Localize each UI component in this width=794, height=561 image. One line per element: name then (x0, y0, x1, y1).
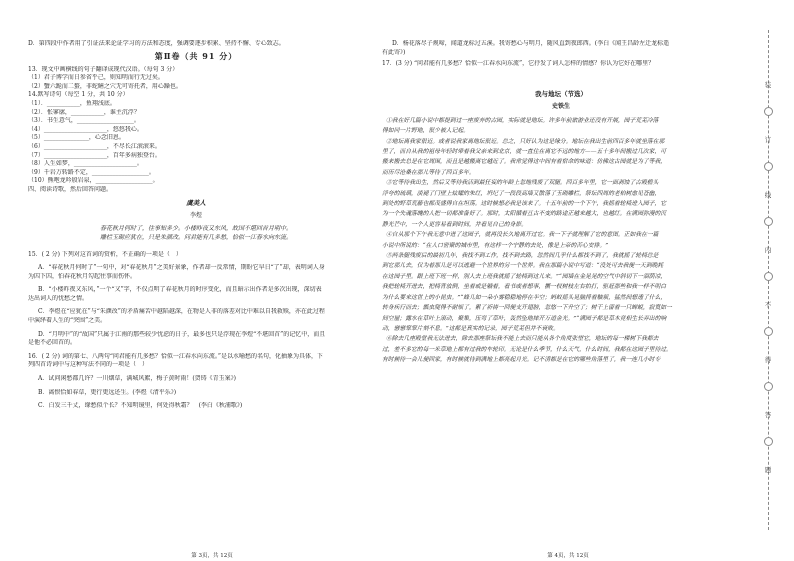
q13-item-1: （1）君子博学而日参省乎己，则知明而行无过矣。 (28, 74, 164, 82)
q13-item-2: （2）蟹六跪而二螯，非蛇鳝之穴无可寄托者，用心躁也。 (28, 82, 182, 90)
q14-blank-6[interactable]: （6）_____________________，不尽长江滚滚来。 (28, 142, 161, 150)
binding-char: 题 (764, 466, 772, 474)
essay-body (382, 116, 740, 366)
essay-title: 我与地坛（节选） (535, 89, 587, 98)
q16-option-b[interactable]: B．离恨恰如春草，更行更远还生。(李煜《清平乐》) (38, 388, 177, 396)
binding-char: 得 (764, 356, 772, 364)
q15-option-a[interactable]: A．“春花秋月何时了”一句中，对“春花秋月”之美好景象，作者却一反常情，期盼它早日“了”却，表明词人身 (38, 264, 325, 272)
q16-option-c[interactable]: C．白发三千丈，缘愁似个长？不知明镜里，何处得秋霜？ (李白《秋浦歌》) (38, 402, 243, 410)
q16-prompt-cont: 列四首诗词中与这种写法不同的一项是（ ） (28, 361, 149, 369)
q14-blank-4[interactable]: （4）_____________________，悠悠我心。 (28, 125, 143, 133)
page-number-left: 第 3页，共 12页 (191, 553, 233, 559)
essay-line: 为什么要来这世上的小昆虫。”“蜂儿如一朵小雾稳稳地停在半空；蚂蚁摇头晃脑捋着触须，猛然间想透了什么， (382, 294, 667, 301)
q16-option-a[interactable]: A．试问闲愁都几许？一川烟草，满城风絮，梅子黄时雨！(贺铸《青玉案》) (38, 375, 237, 383)
q15-prompt: 15．( 2 分) 下列对这首词的赏析，不正确的一项是（ ） (28, 250, 182, 258)
binding-margin (748, 0, 794, 561)
binding-char: 答 (764, 411, 772, 419)
binding-hole-icon (764, 272, 773, 281)
q14-blank-3[interactable]: （3）．书生意气，___________________。 (28, 117, 140, 125)
q14-blank-7[interactable]: （7）_____________________，百年多病独登台。 (28, 151, 161, 159)
binding-hole-icon (764, 162, 773, 171)
essay-line: 小说中所说的：“在人口密聚的城市里，有这样一个宁静的去处，像是上帝的苦心安排。” (382, 242, 609, 249)
q14-prompt: 14.默写诗句（每空 1 分，共 10 分） (28, 91, 129, 99)
binding-char: 线 (764, 191, 772, 199)
page-number-right: 第 4页，共 12页 (547, 553, 589, 559)
essay-line: 在这园子里。跟上班下班一样，别人去上班我就摇了轮椅到这儿来。”“园墙在金晃晃的空气中斜切下一溜荫凉， (382, 273, 667, 280)
binding-char: 内 (764, 246, 772, 254)
q15-option-d-cont: 是他不必回首的。 (28, 339, 77, 347)
essay-line: ①我在好几篇小说中都提到过一座废弃的古园，实际就是地坛。许多年前旅游业还没有开展，园子荒芜冷落 (386, 117, 659, 124)
essay-line: 得如同一片野地，很少被人记起。 (382, 128, 469, 135)
q16-prompt: 16．( 2 分) 词的第七、八两句“问君能有几多愁？恰似一江春水向东流。”是以水喻愁的名句，化抽象为具体，下 (28, 352, 323, 360)
left-page (0, 0, 368, 561)
q15-option-c-cont: 中演绎着人生的“突围”之美。 (28, 317, 107, 325)
q14-blank-9[interactable]: （9）千岩万转路不定，___________________。 (28, 168, 155, 176)
q14-blank-1[interactable]: （1）．___________，鱼翔浅底。 (28, 99, 116, 107)
essay-line: 动，窸窸窣窣片刻不息。”这都是真实的记录，园子荒芜但并不衰败。 (382, 325, 559, 332)
essay-line: ④自从那个下午我无意中进了这园子，就再没长久地离开过它。我一下子就理解了它的意图。正如我在一篇 (386, 232, 659, 239)
q12-option-d: D．第四段中作者用了引证法来论证学习的方法和态度，强调要逐步积累、坚持不懈、专心致志。 (28, 40, 285, 47)
q15-option-c[interactable]: C．李煜在“应犹在”与“朱颜改”的矛盾痛苦中越陷越深，在物是人非的落差对比中难以自我救赎，亦在此过程 (38, 308, 325, 316)
binding-hole-icon (764, 217, 773, 226)
essay-line: 间空屋；露水在草叶上滚动，聚集，压弯了草叶，轰然坠地摔开万道金光。”“满园子都是草木竞相生长弄出的响 (382, 315, 667, 322)
binding-hole-icon (764, 437, 773, 446)
essay-line: 到处的野草荒藤也都茂盛得自在坦荡。这时候想必我是该来了。十五年前的一个下午，我摇着轮椅进入园子，它 (382, 201, 667, 208)
essay-line: ⑤两条腿残废后的最初几年，我找不到工作，找不到去路，忽然间几乎什么都找不到了，我就摇了轮椅总是 (386, 253, 659, 260)
essay-line: 为一个失魂落魄的人把一切都准备好了。那时，太阳循着亘古不变的路途正越来越大，也越红。在满园弥漫的沉 (382, 211, 667, 218)
binding-hole-icon (764, 327, 773, 336)
q15-option-b-cont: 达出词人的忧愁之情。 (28, 294, 89, 302)
section-title: 第Ⅱ卷（共 91 分） (154, 50, 238, 61)
q16-option-d-cont: 有此寄》) (382, 48, 406, 56)
q17-prompt: 17．(3 分) “问君能有几多愁？恰似一江春水向东流”，它抒发了词人怎样的情感？你认为它好在哪里？ (382, 60, 655, 68)
essay-line: 而历尽沧桑在那儿等待了四百多年。 (382, 169, 475, 176)
q14-blank-8[interactable]: （8）人生如梦，_____________________。 (28, 160, 143, 168)
binding-hole-icon (764, 382, 773, 391)
poem-line-2: 雕栏玉砌应犹在，只是朱颜改。问君能有几多愁，恰似一江春水向东流。 (99, 233, 292, 241)
q13-prompt: 13．现文中画横线的句子翻译成现代汉语。（每句 3 分） (28, 65, 179, 73)
essay-line: ②地坛离我家很近。或者说我家离地坛很近。总之，只好认为这是缘分。地坛在我出生前四百多年就坐落在那 (386, 138, 665, 145)
binding-char: 不 (764, 301, 772, 309)
essay-line: ⑥除去几座殿堂我无法进去，除去那座祭坛我不能上去而只能从各个角度张望它，地坛的每一棵树下我都去 (386, 336, 659, 343)
binding-hole-icon (764, 107, 773, 116)
essay-author: 史铁生 (551, 102, 570, 110)
section-four-heading: 四、阅读诗歌，然后回答问题。 (28, 185, 113, 193)
essay-line: 过，差不多它的每一米草地上都有过我的车轮印。无论是什么季节，什么天气，什么时间，我都在这园子里待过。 (382, 346, 672, 353)
q15-option-d[interactable]: D．“月明中”的“故国”只属于江南的那些较少忧虑的日子，最多也只是浮现在李煜“不堪回首”的记忆中，而且 (38, 330, 326, 338)
q15-option-a-cont: 为囚下囚，怕春花秋月勾起往事而伤怀。 (28, 272, 137, 280)
q14-blank-2[interactable]: （2）．怅寥廓，___________，谁主沉浮？ (28, 108, 140, 116)
essay-line: 浮夸的琉璃，淡褪了门壁上炫耀的朱红，坍圮了一段段高墙又散落了玉砌雕栏，祭坛四周的老柏树愈见苍幽， (382, 190, 661, 197)
essay-line: 静光芒中，一个人更容易看到时间，并看见自己的身影。 (382, 221, 527, 228)
essay-line: ③它等待我出生，然后又等待我活到最狂妄的年龄上忽地残废了双腿。四百多年里，它一面剥蚀了古殿檐头 (386, 180, 659, 187)
poem-line-1: 春花秋月何时了，往事知多少。小楼昨夜又东风，故国不堪回首月明中。 (99, 224, 292, 232)
essay-line: 我把轮椅开进去，把椅背放倒，坐着或是躺着，看书或者想事，撅一杈树枝左右拍打，驱赶那些和我一样不明白 (382, 284, 667, 291)
q16-option-d[interactable]: D．杨花落尽子规啼，闻道龙标过五溪。我寄愁心与明月，随风直到夜郎西。(李白《闻王昌龄左迁龙标遥 (392, 40, 670, 47)
essay-line: 搬来搬去总是在它周围，而且是越搬离它越近了。我常觉得这中间有着宿命的味道：仿佛这古园就是为了等我， (382, 159, 667, 166)
binding-char: 订 (764, 136, 772, 144)
q15-option-b[interactable]: B．“小楼昨夜又东风，”一个“又”字，不仅点明了春花秋月的时序变化，而且暗示出作者是多次出现，深切表 (38, 286, 322, 294)
essay-line: 有时候待一会儿便回家，有时候就待到满地上都亮起月光。记不清都是在它的哪些角落里了，我一连几小时专 (382, 357, 661, 364)
essay-line: 转身疾行而去；瓢虫爬得不耐烦了，累了祈祷一回便支开翅膀，忽悠一下升空了；树干上留着一只蝉蜕，寂寞如一 (382, 305, 672, 312)
q14-blank-10[interactable]: （10）熊咆龙吟殷岩泉，___________________。 (28, 177, 159, 185)
q14-blank-5[interactable]: （5）_______________，心念旧恩。 (28, 134, 125, 142)
poem-title: 虞美人 (186, 198, 206, 207)
poem-author: 李煜 (189, 211, 202, 219)
right-page (374, 0, 746, 561)
binding-char: 装 (764, 81, 772, 89)
essay-line: 里了，而自从我的祖母年轻时带着我父亲来到北京，就一直住在离它不远的地方——五十多年间搬过几次家，可 (382, 149, 667, 155)
essay-line: 到它那儿去，仅为着那儿是可以逃避一个世界的另一个世界。我在那篇小说中写道：“没处可去我便一天到晚耗 (382, 263, 664, 270)
